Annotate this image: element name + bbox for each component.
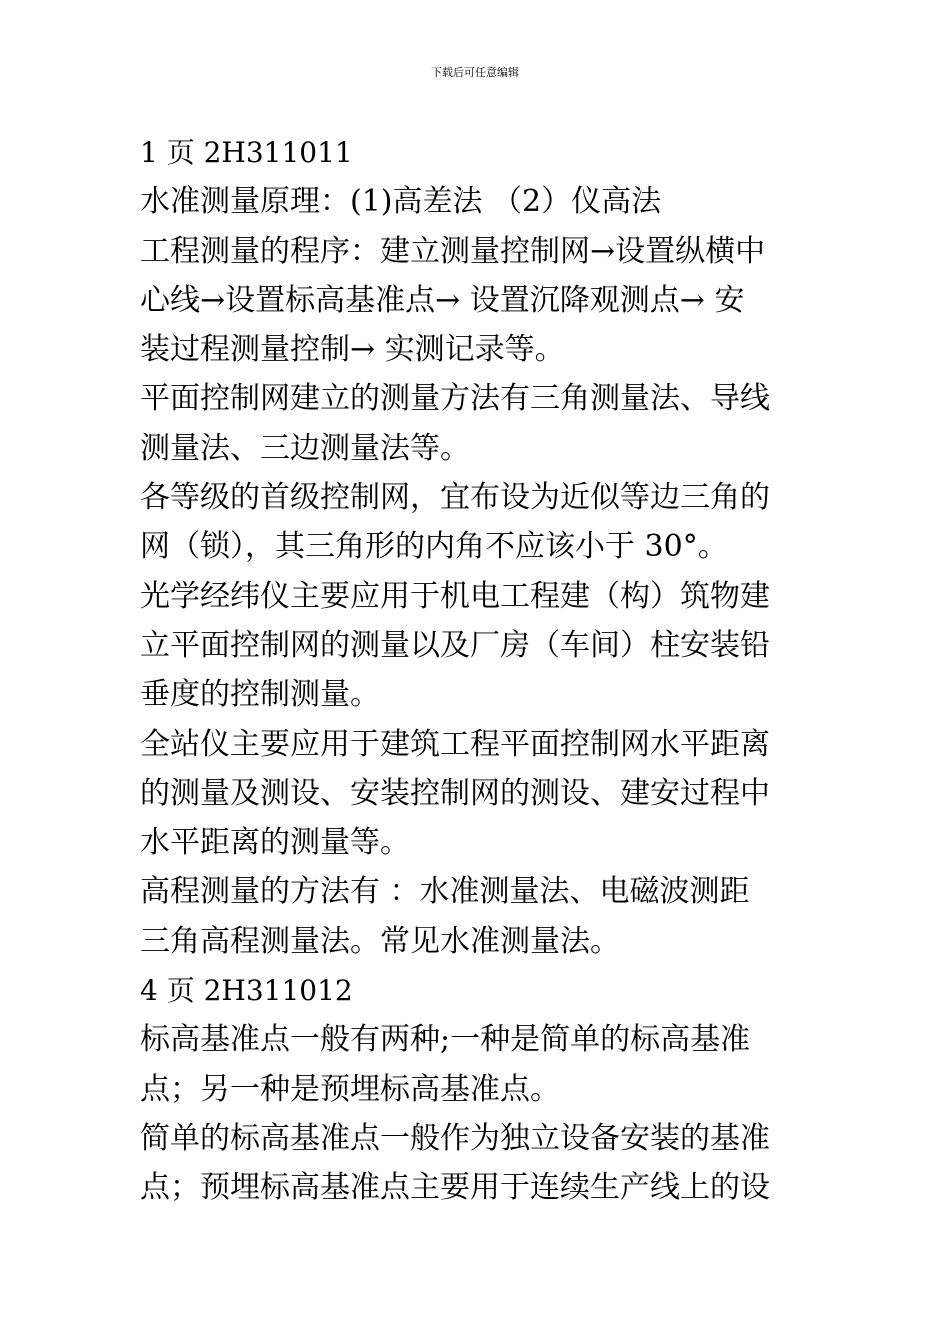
text-line: 工程测量的程序：建立测量控制网→设置纵横中 bbox=[140, 233, 766, 269]
document-body bbox=[140, 128, 812, 1213]
text-line: 点；预埋标高基准点主要用于连续生产线上的设 bbox=[140, 1170, 770, 1206]
text-line: 高程测量的方法有 ：水准测量法、电磁波测距 bbox=[140, 874, 750, 910]
text-line: 水准测量原理：(1)高差法 （2）仪高法 bbox=[140, 184, 662, 220]
section-heading: 4 页 2H311012 bbox=[140, 974, 353, 1008]
text-line: 水平距离的测量等。 bbox=[140, 825, 410, 861]
text-line: 光学经纬仪主要应用于机电工程建（构）筑物建 bbox=[140, 578, 770, 614]
text-line: 标高基准点一般有两种;一种是简单的标高基准 bbox=[140, 1022, 751, 1058]
section-heading: 1 页 2H311011 bbox=[140, 136, 353, 169]
text-line: 垂度的控制测量。 bbox=[140, 677, 380, 713]
text-line: 的测量及测设、安装控制网的测设、建安过程中 bbox=[140, 775, 770, 811]
text-line: 平面控制网建立的测量方法有三角测量法、导线 bbox=[140, 381, 770, 417]
text-line: 点；另一种是预埋标高基准点。 bbox=[140, 1071, 560, 1107]
text-line: 网（锁），其三角形的内角不应该小于 30°。 bbox=[140, 529, 728, 565]
text-line: 立平面控制网的测量以及厂房（车间）柱安装铅 bbox=[140, 627, 770, 663]
page-header: 下载后可任意编辑 bbox=[431, 66, 519, 79]
text-line: 心线→设置标高基准点→ 设置沉降观测点→ 安 bbox=[140, 282, 745, 318]
text-line: 各等级的首级控制网，宜布设为近似等边三角的 bbox=[140, 480, 770, 516]
text-line: 简单的标高基准点一般作为独立设备安装的基准 bbox=[140, 1120, 770, 1156]
text-line: 全站仪主要应用于建筑工程平面控制网水平距离 bbox=[140, 726, 770, 762]
text-line: 装过程测量控制→ 实测记录等。 bbox=[140, 332, 565, 368]
text-line: 测量法、三边测量法等。 bbox=[140, 430, 470, 466]
text-line: 三角高程测量法。常见水准测量法。 bbox=[140, 923, 620, 959]
